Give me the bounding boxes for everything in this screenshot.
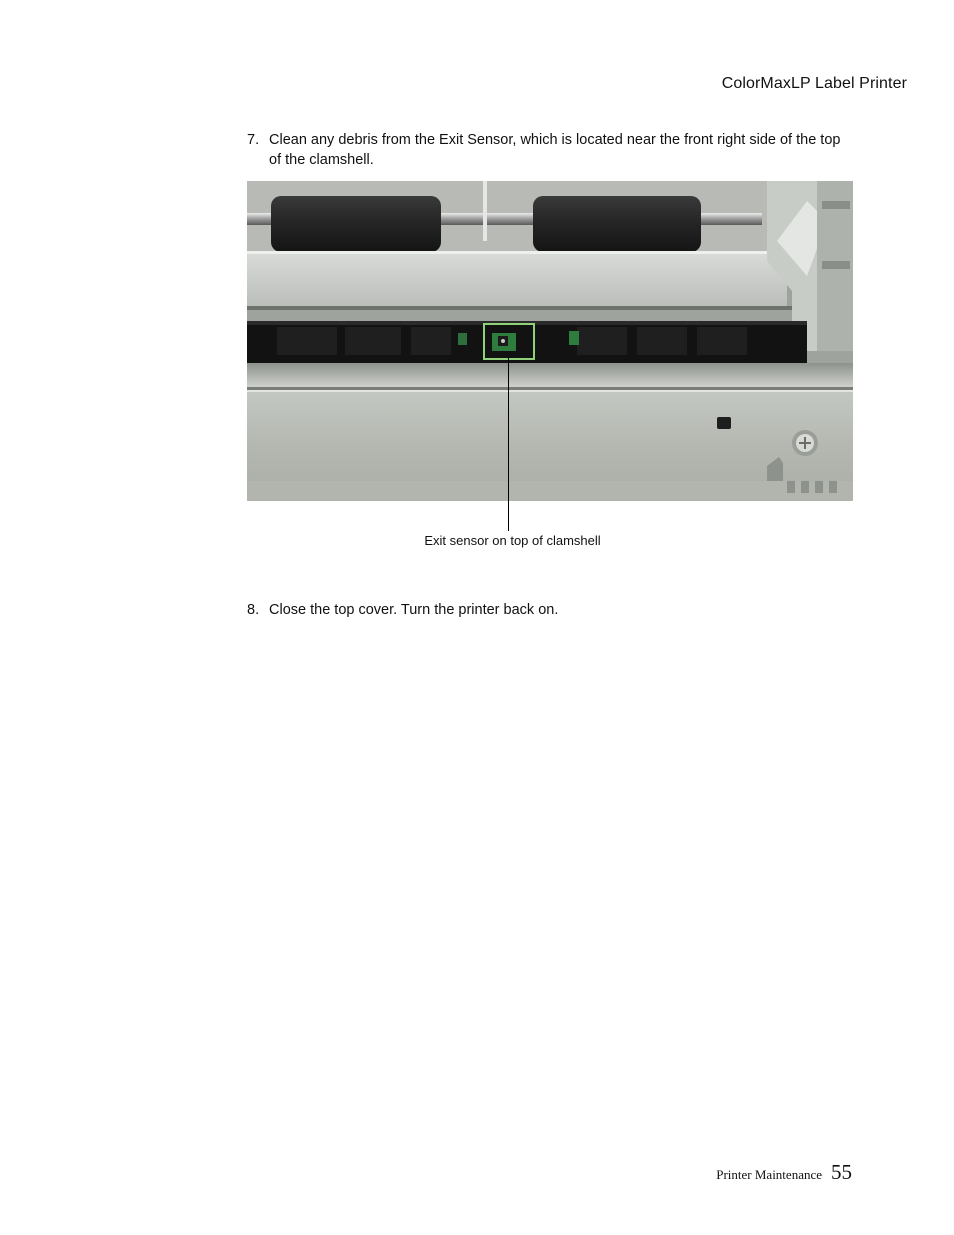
step-8-number: 8.: [247, 602, 260, 618]
step-8-text: Close the top cover. Turn the printer back on.: [269, 602, 559, 618]
callout-leader-line: [508, 358, 509, 531]
page-footer: [716, 1160, 852, 1185]
step-7: [247, 130, 847, 170]
step-7-text: Clean any debris from the Exit Sensor, which is located near the front right side of the top of the clamshell.: [269, 132, 841, 168]
exit-sensor-photo: [247, 181, 853, 501]
step-8: [247, 600, 847, 620]
page-number: 55: [831, 1160, 852, 1184]
footer-section-title: Printer Maintenance: [716, 1167, 822, 1182]
figure-caption: Exit sensor on top of clamshell: [424, 533, 601, 548]
step-7-number: 7.: [247, 132, 260, 148]
running-header-title: ColorMaxLP Label Printer: [721, 75, 907, 92]
